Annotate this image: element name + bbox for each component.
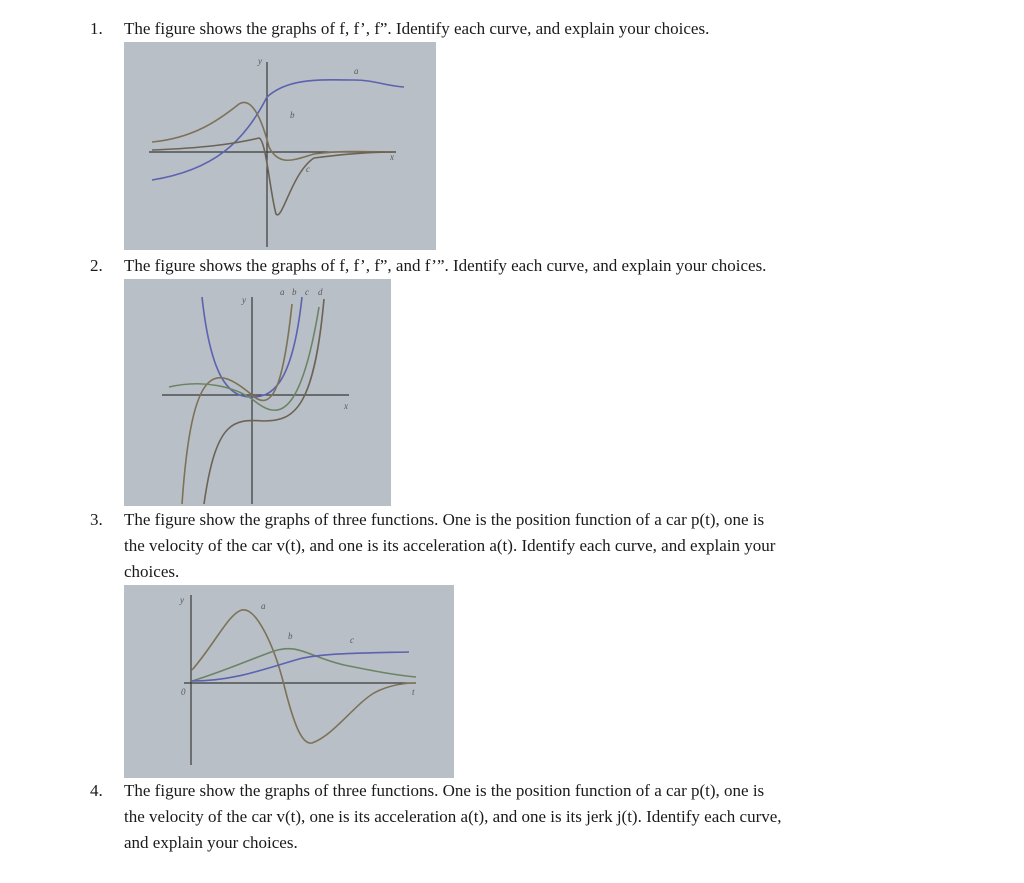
figure-2-x-label: x (344, 401, 348, 411)
figure-2-graph (124, 279, 391, 506)
problem-4-line-2: the velocity of the car v(t), one is its acceleration a(t), and one is its jerk j(t). Identify each curve, (124, 807, 782, 826)
problem-4-line-3: and explain your choices. (124, 833, 298, 852)
figure-1-x-label: x (390, 152, 394, 162)
figure-1-graph (124, 42, 436, 250)
figure-3 (124, 585, 454, 778)
figure-3-label-c: c (350, 635, 354, 645)
problem-1-text (124, 16, 709, 42)
problem-3-line-3: choices. (124, 562, 180, 581)
problem-3-text (124, 507, 775, 585)
figure-3-label-b: b (288, 631, 293, 641)
problem-4-text (124, 778, 782, 856)
problem-1-number: 1. (90, 19, 103, 38)
figure-2-y-label: y (242, 295, 246, 305)
figure-1-label-b: b (290, 110, 295, 120)
figure-3-t-label: t (412, 687, 415, 697)
figure-2-label-b: b (292, 287, 297, 297)
figure-2-label-d: d (318, 287, 323, 297)
figure-2 (124, 279, 391, 506)
problem-2-line-1: The figure shows the graphs of f, f’, f”, and f’”. Identify each curve, and explain your choices. (124, 256, 767, 275)
figure-1 (124, 42, 436, 250)
figure-1-y-label: y (258, 56, 262, 66)
problem-3-line-2: the velocity of the car v(t), and one is its acceleration a(t). Identify each curve, and explain your (124, 536, 776, 555)
figure-2-label-a: a (280, 287, 285, 297)
figure-2-curve-b (182, 304, 292, 504)
figure-3-curve-a (192, 610, 416, 743)
figure-3-curve-c (192, 652, 409, 681)
figure-3-curve-b (192, 649, 416, 681)
problem-3-line-1: The figure show the graphs of three functions. One is the position function of a car p(t), one is (124, 510, 765, 529)
problem-3-number: 3. (90, 510, 103, 529)
figure-1-curve-a (152, 80, 404, 180)
figure-3-label-a: a (261, 601, 266, 611)
figure-1-label-c: c (306, 164, 310, 174)
problem-1-line-1: The figure shows the graphs of f, f’, f”. Identify each curve, and explain your choices. (124, 19, 710, 38)
problem-2-text (124, 253, 766, 279)
figure-2-label-c: c (305, 287, 309, 297)
figure-3-origin-label: 0 (181, 687, 186, 697)
problem-2-number: 2. (90, 256, 103, 275)
figure-2-curve-d (204, 299, 324, 504)
figure-1-curve-c (152, 138, 394, 215)
figure-1-label-a: a (354, 66, 359, 76)
figure-3-graph (124, 585, 454, 778)
figure-3-y-label: y (180, 595, 184, 605)
problem-4-number: 4. (90, 781, 103, 800)
problem-4-line-1: The figure show the graphs of three functions. One is the position function of a car p(t), one is (124, 781, 765, 800)
